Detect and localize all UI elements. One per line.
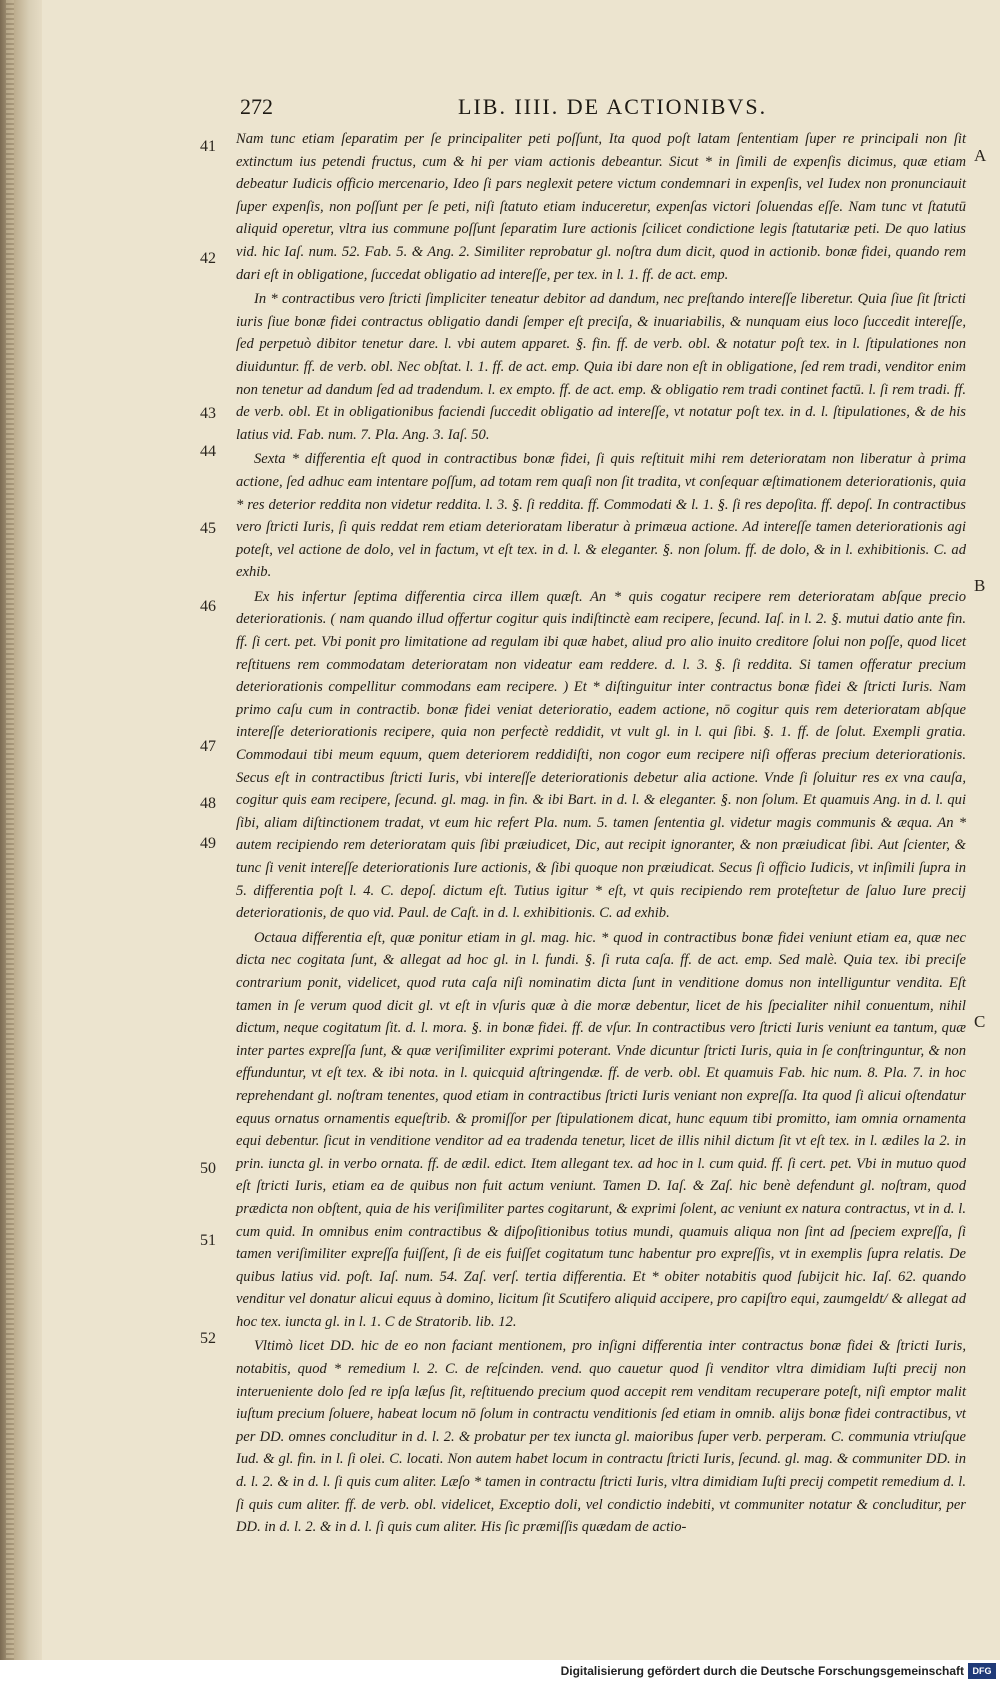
section-number: 46 (200, 598, 216, 615)
section-number: 52 (200, 1330, 216, 1347)
section-number: 47 (200, 738, 216, 755)
paragraph: Ex his infertur ſeptima differentia circa illem quæſt. An * quis cogatur recipere rem deterioratam abſque precio deteriorationis. ( nam quando illud offertur cogitur quis indiſtinctè eam recipere, ſecund. Iaſ. in l. 2. §. mutui datio ante fin. ff. ſi cert. pet. Vbi ponit pro limitatione ad regulam ibi quæ habet, aliud pro alio inuito creditore ſolui non poſſe, quod licet reſtituens rem commodatam deterioratam non videatur eam reddere. d. l. 3. §. ſi reddita. Si tamen offeratur precium deteriorationis compellitur commodans eam recipere. ) Et * diſtinguitur inter contractus bonæ fidei & ſtricti Iuris. Nam primo caſu cum in contractib. bonæ fidei veniat deterioratio, eadem actione, nō cogitur quis rem deterioratam abſque intereſſe deteriorationis recipere, quia non perfectè reddidit, vt vult gl. in l. qui ſibi. §. 1. ff. de ſolut. Exempli gratia. Commodaui tibi meum equum, quem deteriorem reddidiſti, non cogor eum recipere niſi offeras precium deteriorationis. Secus eſt in contractibus ſtricti Iuris, vbi intereſſe deteriorationis debetur alia actione. Vnde ſi ſoluitur res ex vna cauſa, cogitur quis eam recipere, ſecund. gl. mag. in fin. & ibi Bart. in d. l. & eleganter. §. non ſolum. Et quamuis Ang. in d. l. qui ſibi, aliam diſtinctionem tradat, vt eum hic refert Pla. num. 5. tamen ſententia gl. videtur magis communis & æqua. An * autem recipiendo rem deterioratam quis ſibi præiudicet, Dic, aut recipit ignoranter, & non præiudicat ſibi. Aut ſcienter, & tunc ſi venit intereſſe deteriorationis Iure actionis, & ſibi quoque non præiudicat. Secus ſi officio Iudicis, vt inſimili ſupra in 5. differentia poſt l. 4. C. depoſ. dictum eſt. Tutius igitur * eſt, vt quis recipiendo rem proteſtetur de ſaluo Iure precij deteriorationis, de quo vid. Paul. de Caſt. in d. l. exhibitionis. C. ad exhib. (236, 588, 966, 922)
funding-credit: Digitalisierung gefördert durch die Deutsche Forschungsgemeinschaft (560, 1664, 964, 1678)
section-number: 45 (200, 520, 216, 537)
paragraph: Nam tunc etiam ſeparatim per ſe principaliter peti poſſunt, Ita quod poſt latam ſententiam ſuper re principali non ſit extinctum ius petendi fructus, cum & hi per viam actionis debeantur. Sicut * in ſimili de expenſis dicimus, quæ etiam debeatur Iudicis officio mercenario, Ideo ſi pars neglexit petere victum condemnari in expenſis, vel Iudex non pronunciauit ſuper expenſis, non poſſunt per ſe peti, niſi ſtatuto etiam induceretur, expenſas victori ſoluendas eſſe. Nam tunc vt ſtatutū aliquid operetur, vltra ius commune poſſunt ſeparatim Iure actionis ſcilicet condictione legis ſtatutariæ peti. De quo latius vid. hic Iaſ. num. 52. Fab. 5. & Ang. 2. Similiter reprobatur gl. noſtra dum dicit, quod in actionib. bonæ fidei, quando rem dari eſt in obligatione, ſuccedat obligatio ad intereſſe, per tex. in l. 1. ff. de act. emp. (236, 131, 966, 283)
digitization-footer (0, 1660, 1000, 1684)
section-number: 41 (200, 138, 216, 155)
section-number: 50 (200, 1160, 216, 1177)
paragraph: In * contractibus vero ſtricti ſimpliciter teneatur debitor ad dandum, nec preſtando intereſſe liberetur. Quia ſiue ſit ſtricti iuris ſiue bonæ fidei contractus obligatio dandi ſemper eſt preciſa, & inuariabilis, & nunquam eius loco ſuccedit intereſſe, ſed perpetuò dibitor tenetur dare. l. vbi autem apparet. §. fin. ff. de verb. obl. & notatur poſt tex. in l. ſtipulationes non diuiduntur. ff. de verb. obl. Nec obſtat. l. 1. ff. de act. emp. Quia ibi dare non eſt in obligatione, ſed rem tradi, venditor enim non tenetur ad dandum ſed ad tradendum. l. ex empto. ff. de act. emp. & obligatio rem tradi continet factū. l. ſi rem tradi. ff. de verb. obl. Et in obligationibus faciendi ſuccedit obligatio ad intereſſe, vt notatur poſt tex. in d. l. ſtipulationes, & de his latius vid. Fab. num. 7. Pla. Ang. 3. Iaſ. 50. (236, 291, 966, 443)
section-number: 48 (200, 795, 216, 812)
body-text (236, 128, 966, 1588)
paragraph: Octaua differentia eſt, quæ ponitur etiam in gl. mag. hic. * quod in contractibus bonæ fidei veniunt etiam ea, quæ nec dicta nec cogitata ſunt, & allegat ad hoc gl. in l. fundi. §. ſi ruta caſa. ff. de act. emp. Sed malè. Quia tex. ibi preciſe contrarium ponit, videlicet, quod ruta caſa niſi nominatim dicta ſunt in venditione domus non intelliguntur vendita. Eſt tamen in ſe verum quod dicit gl. vt eſt in vſuris quæ à die moræ debentur, licet de his ſpecialiter nihil conuentum, nihil dictum, neque cogitatum ſit. d. l. mora. §. in bonæ fidei. ff. de vſur. In contractibus vero ſtricti Iuris veniunt ea tantum, quæ inter partes expreſſa ſunt, & quæ veriſimiliter exprimi poterant. Vnde dicuntur ſtricti Iuris, quia in ſe conſtringuntur, & non effunduntur, vt eſt tex. & ibi nota. in l. quicquid aſtringendæ. ff. de verb. obl. Et quamuis Fab. hic num. 8. Pla. 7. in hoc reprehendant gl. noſtram tenentes, quod etiam in contractibus ſtricti Iuris veniant non expreſſa. Ita quod ſi alicui oſtendatur equus ornatus ornamentis equeſtrib. & promiſſor per ſtipulationem dicat, hunc equum tibi promitto, iam omnia ornamenta equi debentur. ſicut in venditione venditor ad ea tradenda tenetur, licet de illis nihil dictum ſit vt eſt tex. in l. ædiles la 2. in prin. iuncta gl. in verbo ornata. ff. de ædil. edict. Item allegant tex. ad hoc in l. cum quid. ff. ſi cert. pet. Vbi in mutuo quod eſt ſtricti Iuris, etiam ea de quibus non fuit actum veniunt. Tamen D. Iaſ. & Zaſ. hic benè defendunt gl. noſtram, quod prædicta non obſtent, quia de his veriſimiliter partes cogitarunt, & exprimi ſolent, ac veniunt ex natura contractus, vt in d. l. cum quid. In omnibus enim contractibus & diſpoſitionibus totius mundi, quamuis aliqua non ſint ad ſpeciem expreſſa, ſi tamen veriſimiliter expreſſa fuiſſent, ſi de eis fuiſſet cogitatum tunc habentur pro expreſſis, vt in exemplis ſupra relatis. De quibus latius vid. poſt. Iaſ. num. 54. Zaſ. verſ. tertia differentia. Et * obiter notabitis quod ſubijcit hic. Iaſ. 62. quando venditur vel donatur alicui equus à domino, licitum ſit Scutifero aliquid accipere, pro capiſtro equi, zaumgeldt/ & allegat ad hoc tex. iuncta gl. in l. 1. C de Stratorib. lib. 12. (236, 929, 966, 1330)
page-header (0, 94, 1000, 124)
section-number: 44 (200, 443, 216, 460)
section-number: 42 (200, 250, 216, 267)
section-number: 51 (200, 1232, 216, 1249)
book-binding-edge (0, 0, 42, 1660)
dfg-logo: DFG (968, 1663, 996, 1679)
paragraph: Sexta * differentia eſt quod in contractibus bonæ fidei, ſi quis reſtituit mihi rem deterioratam non liberatur à prima actione, ſed adhuc eam intentare poſſum, ad totam rem quaſi non ſit tradita, vt conſequar æſtimationem deteriorationis, quia * res deterior reddita non videtur reddita. l. 3. §. ſi reddita. ff. Commodati & l. 1. §. ſi res depoſita. ff. depoſ. In contractibus vero ſtricti Iuris, ſi quis reddat rem etiam deterioratam liberatur à primæua actione. Ad intereſſe tamen deteriorationis agi poteſt, vel actione de dolo, vel in factum, vt eſt tex. in d. l. & eleganter. §. non ſolum. ff. de dolo, & in l. exhibitionis. C. ad exhib. (236, 451, 966, 581)
margin-letter: C (974, 1012, 986, 1031)
section-number: 43 (200, 405, 216, 422)
page-number: 272 (240, 94, 273, 119)
margin-letter: A (974, 146, 987, 165)
paragraph: Vltimò licet DD. hic de eo non faciant mentionem, pro inſigni differentia inter contractus bonæ fidei & ſtricti Iuris, notabitis, quod * remedium l. 2. C. de reſcinden. vend. quo cauetur quod ſi venditor vltra dimidiam Iuſti precij non interueniente dolo ſed re ipſa læſus ſit, reſtituendo precium quod accepit rem venditam recuperare poteſt, niſi emptor malit iuſtum precium ſoluere, habeat locum nō ſolum in contractu venditionis ſed etiam in omnib. alijs bonæ fidei contractibus, vt per DD. omnes concluditur in d. l. 2. & probatur per tex iuncta gl. maioribus ſuper verb. perperam. C. communia vtriuſque Iud. & gl. fin. in l. ſi olei. C. locati. Non autem habet locum in contractu ſtricti Iuris, ſecund. gl. mag. & communiter DD. in d. l. 2. & in d. l. ſi quis cum aliter. Læſo * tamen in contractu ſtricti Iuris, vltra dimidiam Iuſti precij competit remedium d. l. ſi quis cum aliter. ff. de verb. obl. videlicet, Exceptio doli, vel condictio indebiti, vt communiter notatur & concluditur, per DD. in d. l. 2. & in d. l. ſi quis cum aliter. His ſic præmiſſis quædam de actio- (236, 1338, 966, 1536)
section-number: 49 (200, 835, 216, 852)
margin-letter: B (974, 576, 986, 595)
running-title: LIB. IIII. DE ACTIONIBVS. (458, 94, 768, 119)
